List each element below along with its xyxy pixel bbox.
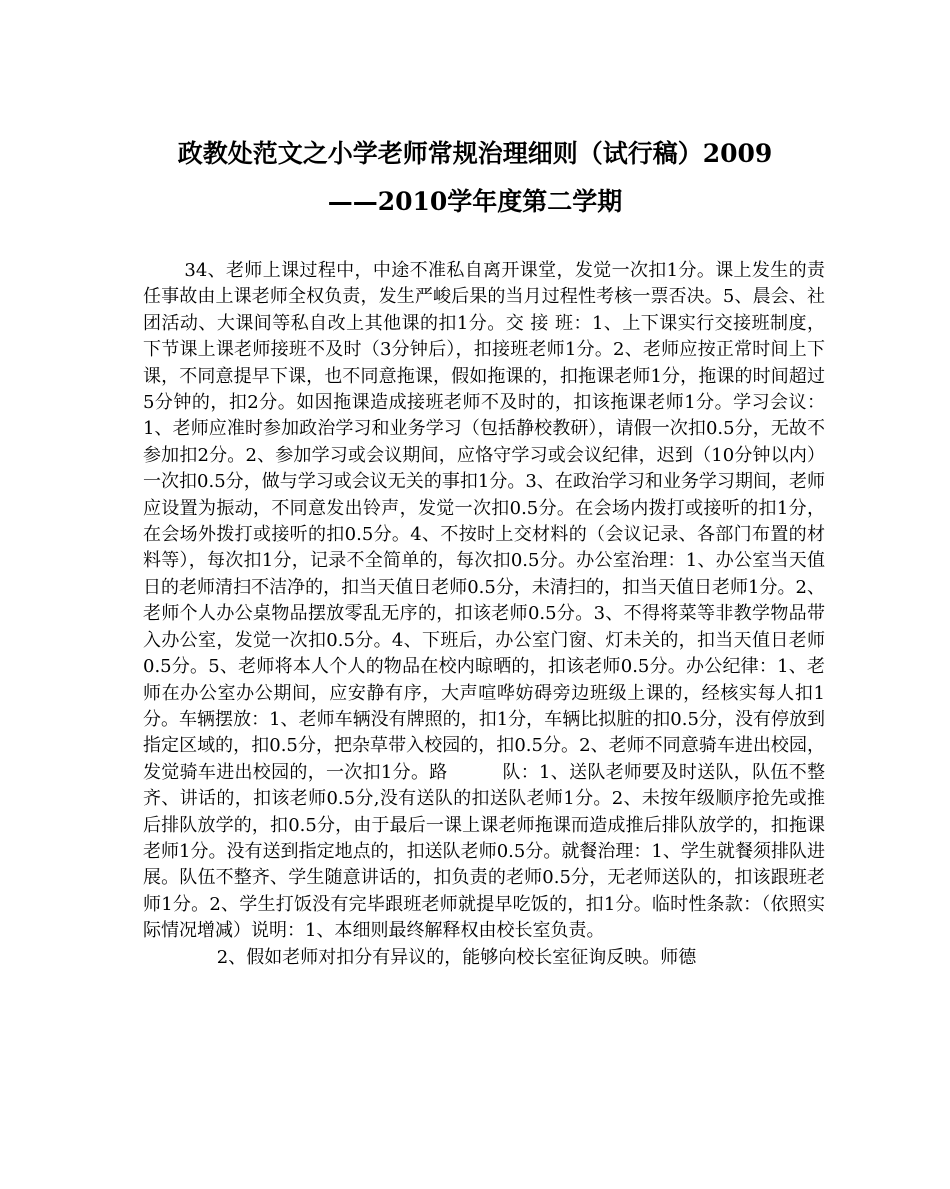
- document-title: [100, 130, 850, 226]
- body-paragraph-1: 34、老师上课过程中，中途不准私自离开课堂，发觉一次扣1分。课上发生的责任事故由上课老师全权负责，发生严峻后果的当月过程性考核一票否决。5、晨会、社团活动、大课间等私自改上其他课的扣1分。交 接 班：1、上下课实行交接班制度，下节课上课老师接班不及时（3分钟后），扣接班老师1分。2、老师应按正常时间上下课，不同意提早下课，也不同意拖课，假如拖课的，扣拖课老师1分，拖课的时间超过5分钟的，扣2分。如因拖课造成接班老师不及时的，扣该拖课老师1分。学习会议：1、老师应准时参加政治学习和业务学习（包括静校教研），请假一次扣0.5分，无故不参加扣2分。2、参加学习或会议期间，应恪守学习或会议纪律，迟到（10分钟以内）一次扣0.5分，做与学习或会议无关的事扣1分。3、在政治学习和业务学习期间，老师应设置为振动，不同意发出铃声，发觉一次扣0.5分。在会场内拨打或接听的扣1分，在会场外拨打或接听的扣0.5分。4、不按时上交材料的（会议记录、各部门布置的材料等），每次扣1分，记录不全简单的，每次扣0.5分。办公室治理：1、办公室当天值日的老师清扫不洁净的，扣当天值日老师0.5分，未清扫的，扣当天值日老师1分。2、老师个人办公桌物品摆放零乱无序的，扣该老师0.5分。3、不得将菜等非教学物品带入办公室，发觉一次扣0.5分。4、下班后，办公室门窗、灯未关的，扣当天值日老师0.5分。5、老师将本人个人的物品在校内晾晒的，扣该老师0.5分。办公纪律：1、老师在办公室办公期间，应安静有序，大声喧哗妨碍旁边班级上课的，经核实每人扣1分。车辆摆放：1、老师车辆没有牌照的，扣1分，车辆比拟脏的扣0.5分，没有停放到指定区域的，扣0.5分，把杂草带入校园的，扣0.5分。2、老师不同意骑车进出校园，发觉骑车进出校园的，一次扣1分。路 队：1、送队老师要及时送队，队伍不整齐、讲话的，扣该老师0.5分,没有送队的扣送队老师1分。2、未按年级顺序抢先或推后排队放学的，扣0.5分，由于最后一课上课老师拖课而造成推后排队放学的，扣拖课老师1分。没有送到指定地点的，扣送队老师0.5分。就餐治理：1、学生就餐须排队进展。队伍不整齐、学生随意讲话的，扣负责的老师0.5分，无老师送队的，扣该跟班老师1分。2、学生打饭没有完毕跟班老师就提早吃饭的，扣1分。临时性条款：（依照实际情况增减）说明：1、本细则最终解释权由校长室负责。: [143, 260, 825, 942]
- body-paragraph-2: 2、假如老师对扣分有异议的，能够向校长室征询反映。师德: [216, 946, 697, 968]
- document-body: [143, 258, 825, 971]
- document-title-line-1: 政教处范文之小学老师常规治理细则（试行稿）2009: [177, 139, 773, 168]
- document-title-line-2: ——2010学年度第二学期: [327, 187, 623, 216]
